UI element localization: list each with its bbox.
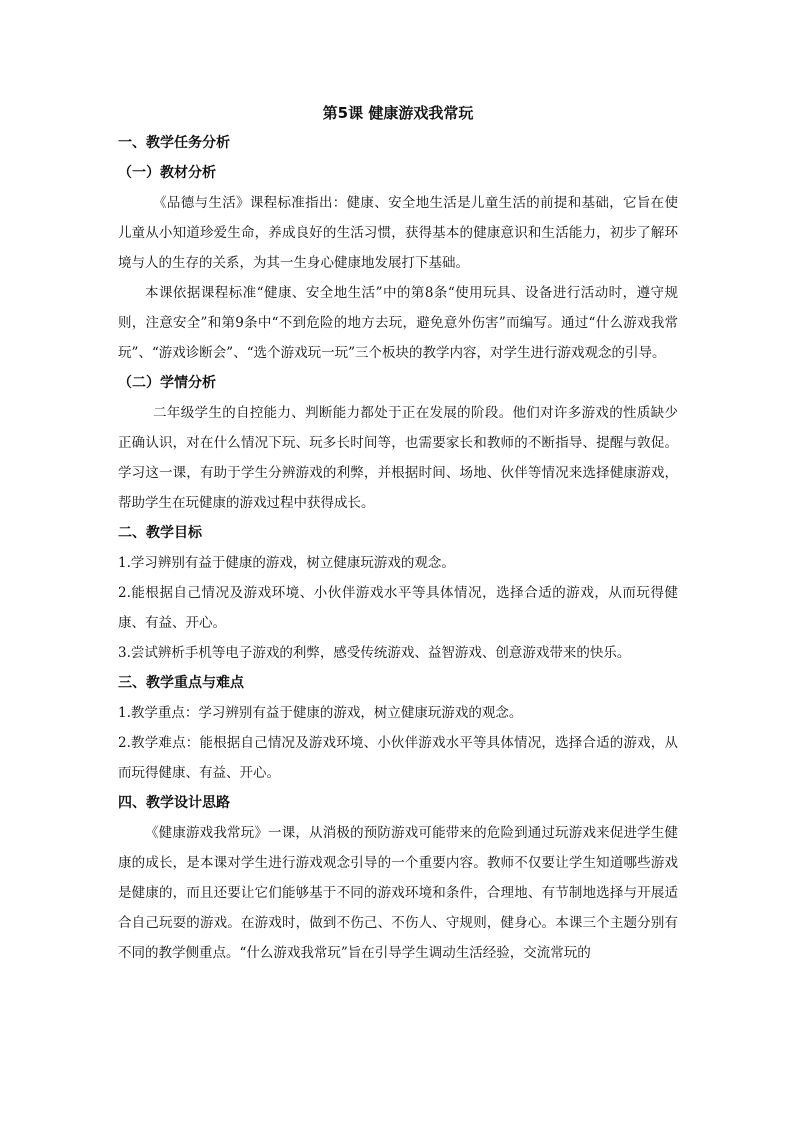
section-heading-design-ideas: 四、教学设计思路 [118,795,230,811]
subsection-heading-student-analysis: （二）学情分析 [118,375,216,391]
document-title: 第5课 健康游戏我常玩 [322,104,474,122]
paragraph-textbook-analysis-2: 本课依据课程标准“健康、安全地生活”中的第8条“使用玩具、设备进行活动时，遵守规则，注意安全”和第9条中“不到危险的地方去玩，避免意外伤害”而编写。通过“什么游戏我常玩”、“游戏诊断会”、“选个游戏玩一玩”三个板块的教学内容，对学生进行游戏观念的引导。 [118,285,678,361]
section-heading-objectives: 二、教学目标 [118,525,202,541]
section-heading-task-analysis: 一、教学任务分析 [118,135,230,151]
objective-item-3: 3.尝试辨析手机等电子游戏的利弊，感受传统游戏、益智游戏、创意游戏带来的快乐。 [118,645,631,661]
objective-item-2: 2.能根据自己情况及游戏环境、小伙伴游戏水平等具体情况，选择合适的游戏，从而玩得健康、有益、开心。 [118,585,678,631]
key-point-item-1: 1.教学重点：学习辨别有益于健康的游戏，树立健康玩游戏的观念。 [118,705,523,721]
paragraph-textbook-analysis-1: 《品德与生活》课程标准指出：健康、安全地生活是儿童生活的前提和基础，它旨在使儿童从小知道珍爱生命，养成良好的生活习惯，获得基本的健康意识和生活能力，初步了解环境与人的生存的关系，为其一生身心健康地发展打下基础。 [118,195,678,271]
document-body [118,98,678,968]
paragraph-design-ideas: 《健康游戏我常玩》一课，从消极的预防游戏可能带来的危险到通过玩游戏来促进学生健康的成长，是本课对学生进行游戏观念引导的一个重要内容。教师不仅要让学生知道哪些游戏是健康的，而且还要让它们能够基于不同的游戏环境和条件，合理地、有节制地选择与开展适合自己玩耍的游戏。在游戏时，做到不伤己、不伤人、守规则，健身心。本课三个主题分别有不同的教学侧重点。“什么游戏我常玩”旨在引导学生调动生活经验，交流常玩的 [118,825,678,961]
paragraph-student-analysis: 二年级学生的自控能力、判断能力都处于正在发展的阶段。他们对许多游戏的性质缺少正确认识，对在什么情况下玩、玩多长时间等，也需要家长和教师的不断指导、提醒与敦促。学习这一课，有助于学生分辨游戏的利弊，并根据时间、场地、伙伴等情况来选择健康游戏，帮助学生在玩健康的游戏过程中获得成长。 [118,405,678,511]
key-point-item-2: 2.教学难点：能根据自己情况及游戏环境、小伙伴游戏水平等具体情况，选择合适的游戏，从而玩得健康、有益、开心。 [118,735,678,781]
section-heading-key-points: 三、教学重点与难点 [118,675,244,691]
subsection-heading-textbook-analysis: （一）教材分析 [118,165,216,181]
objective-item-1: 1.学习辨别有益于健康的游戏，树立健康玩游戏的观念。 [118,555,455,571]
